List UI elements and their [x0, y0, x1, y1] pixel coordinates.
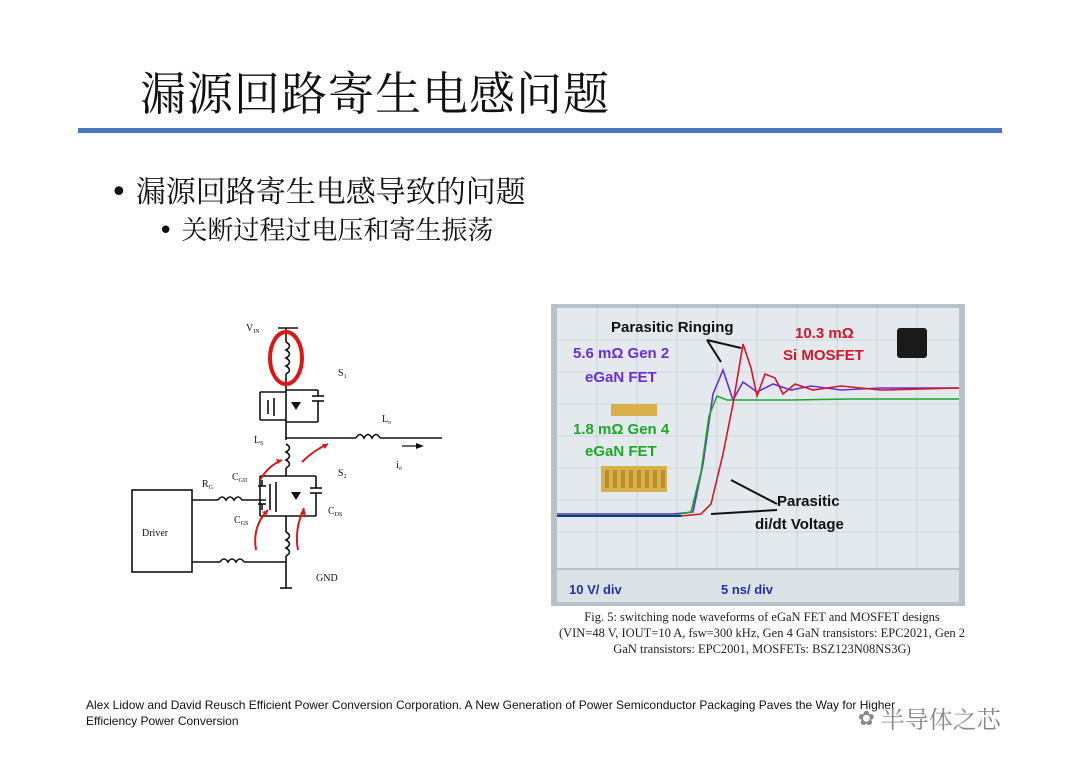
io-label: $i_o$	[396, 460, 402, 472]
bullet-level1	[110, 167, 526, 211]
gen4-res-label: 1.8 mΩ Gen 4	[573, 421, 670, 438]
figure-caption	[542, 609, 982, 657]
circuit-diagram	[120, 310, 460, 600]
parasitic-ringing-label: Parasitic Ringing	[611, 319, 734, 336]
ls-label: $L_S$	[254, 435, 264, 447]
scope-capture	[551, 304, 965, 606]
cgs-label: $C_{GS}$	[234, 515, 249, 527]
gen2-chip	[611, 404, 657, 416]
gnd-label: GND	[316, 573, 338, 584]
gen4-chip	[601, 466, 667, 492]
cgd-label: $C_{GD}$	[232, 472, 248, 484]
tdiv-label: 5 ns/ div	[721, 582, 774, 597]
bullet-level2	[158, 210, 493, 247]
caption-line-3: GaN transistors: EPC2001, MOSFETs: BSZ123N08NS3G)	[613, 642, 911, 656]
watermark-text: 半导体之芯	[880, 706, 1001, 734]
caption-line-1: Fig. 5: switching node waveforms of eGaN FET and MOSFET designs	[584, 610, 940, 624]
title-divider	[78, 128, 1002, 133]
reference-citation	[86, 697, 986, 729]
lo-label: $L_o$	[382, 414, 392, 426]
bullet-level2-text: 关断过程过电压和寄生振荡	[181, 216, 494, 246]
parasitic-didt-label-1: Parasitic	[777, 493, 840, 510]
s2-label: $S_2$	[338, 468, 347, 480]
cds-label: $C_{DS}$	[328, 506, 343, 518]
wechat-icon: ✿	[858, 705, 875, 730]
gen4-name-label: eGaN FET	[585, 443, 657, 460]
mosfet-name-label: Si MOSFET	[783, 347, 864, 364]
bullet-level1-text: 漏源回路寄生电感导致的问题	[135, 175, 526, 210]
driver-label: Driver	[142, 528, 169, 539]
reference-line-2: Efficiency Power Conversion	[86, 714, 239, 728]
bullet-dot: •	[110, 175, 128, 210]
s1-label: $S_1$	[338, 368, 347, 380]
gen2-name-label: eGaN FET	[585, 369, 657, 386]
mosfet-res-label: 10.3 mΩ	[795, 325, 854, 342]
page-title: 漏源回路寄生电感问题	[140, 67, 610, 121]
vdiv-label: 10 V/ div	[569, 582, 622, 597]
vin-label: $V_{IN}$	[246, 323, 260, 335]
caption-line-2: (VIN=48 V, IOUT=10 A, fsw=300 kHz, Gen 4 GaN transistors: EPC2021, Gen 2	[558, 626, 966, 640]
parasitic-didt-label-2: di/dt Voltage	[755, 516, 844, 533]
reference-line-1: Alex Lidow and David Reusch Efficient Power Conversion Corporation. A New Generation of Power Semiconductor Packaging Paves the Way for Higher	[86, 698, 896, 712]
rg-label: $R_G$	[202, 479, 214, 491]
watermark	[858, 700, 1001, 735]
gen2-res-label: 5.6 mΩ Gen 2	[573, 345, 670, 362]
mosfet-chip	[897, 328, 927, 358]
bullet-dot: •	[158, 216, 174, 246]
